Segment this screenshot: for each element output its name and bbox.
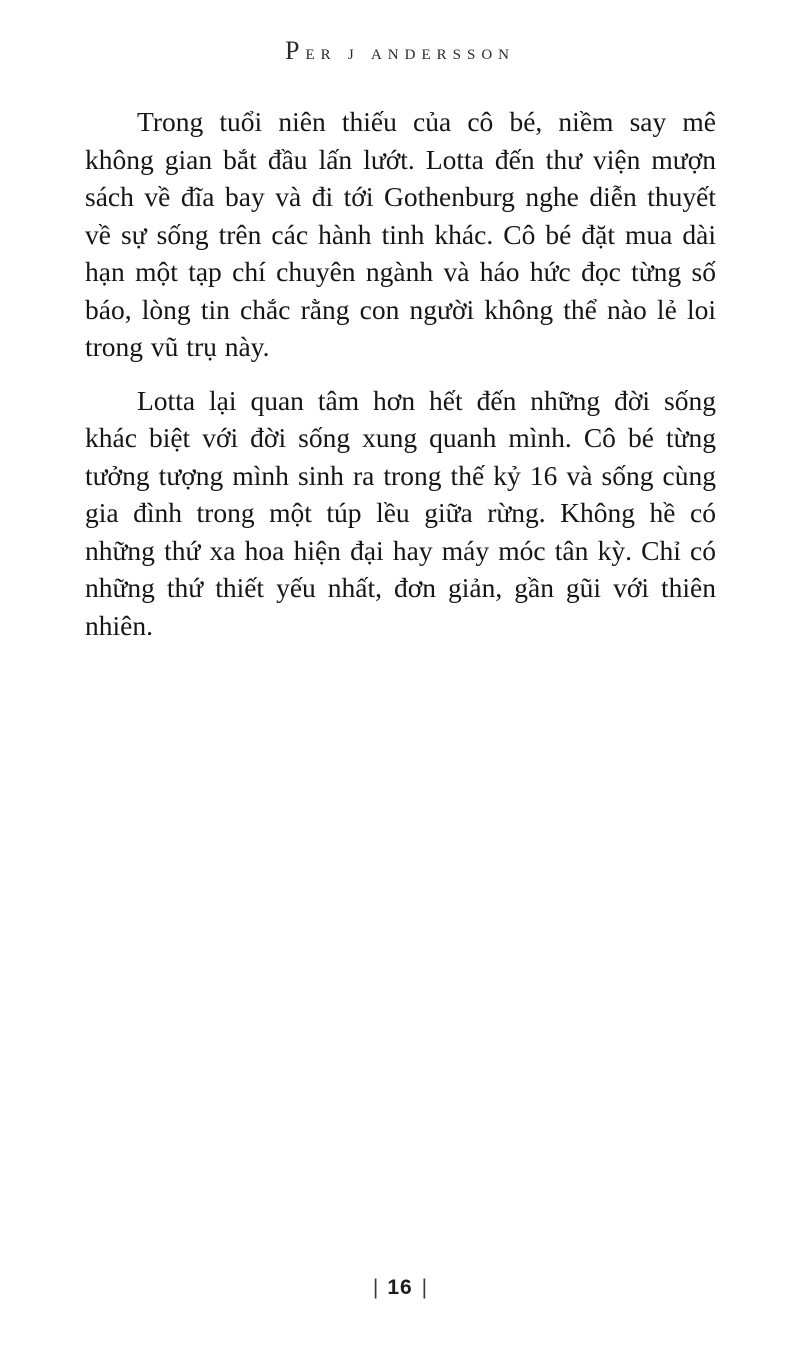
text-block bbox=[85, 103, 716, 660]
page-number-value: 16 bbox=[387, 1276, 413, 1299]
page-number-separator: | bbox=[421, 1276, 428, 1299]
page-number bbox=[0, 1276, 800, 1300]
running-header: Per j andersson bbox=[285, 36, 515, 65]
paragraph: Trong tuổi niên thiếu của cô bé, niềm say mê không gian bắt đầu lấn lướt. Lotta đến thư viện mượn sách về đĩa bay và đi tới Gothenburg nghe diễn thuyết về sự sống trên các hành tinh khác. Cô bé đặt mua dài hạn một tạp chí chuyên ngành và háo hức đọc từng số báo, lòng tin chắc rằng con người không thể nào lẻ loi trong vũ trụ này. bbox=[85, 106, 716, 362]
page-number-separator: | bbox=[372, 1276, 379, 1299]
paragraph: Lotta lại quan tâm hơn hết đến những đời sống khác biệt với đời sống xung quanh mình. Cô bé từng tưởng tượng mình sinh ra trong thế kỷ 16 và sống cùng gia đình trong một túp lều giữa rừng. Không hề có những thứ xa hoa hiện đại hay máy móc tân kỳ. Chỉ có những thứ thiết yếu nhất, đơn giản, gần gũi với thiên nhiên. bbox=[85, 384, 716, 641]
